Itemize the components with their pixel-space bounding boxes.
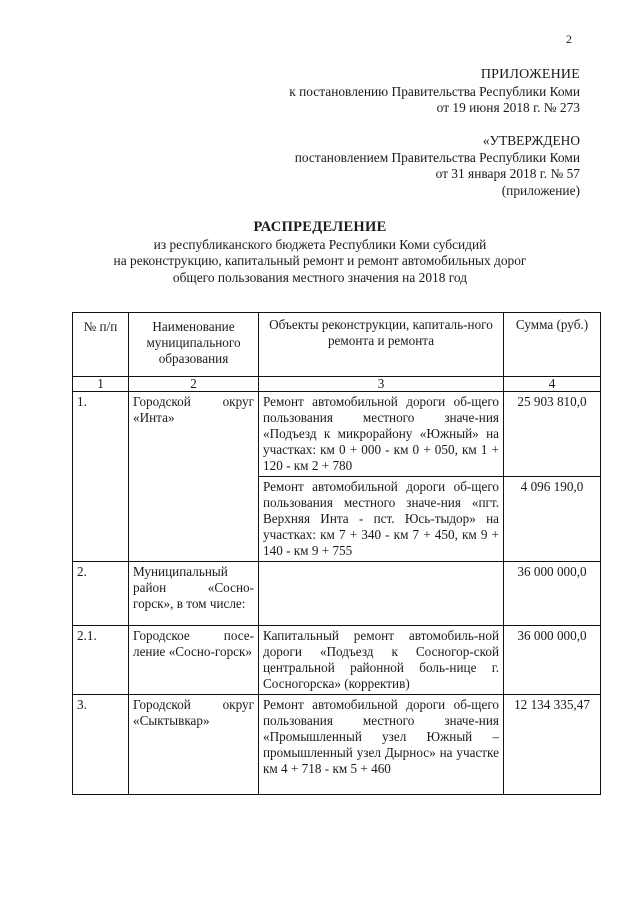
row-name: Муниципальный район «Сосно-горск», в том числе: xyxy=(129,562,259,626)
row-object: Ремонт автомобильной дороги об-щего пользования местного значе-ния «Промышленный узел Южный – промышленный узел Дырнос» на участке км 4 + 718 - км 5 + 460 xyxy=(259,695,504,795)
row-sum: 36 000 000,0 xyxy=(504,562,601,626)
row-object: Ремонт автомобильной дороги об-щего пользования местного значе-ния «Подъезд к микрорайону «Южный» на участках: км 0 + 000 - км 0 + 050, км 1 + 120 - км 2 + 780 xyxy=(259,392,504,477)
row-object: Ремонт автомобильной дороги об-щего пользования местного значе-ния «пгт. Верхняя Инта - пст. Юсь-тыдор» на участках: км 7 + 340 - км 7 + 450, км 9 + 140 - км 9 + 755 xyxy=(259,477,504,562)
row-object: Капитальный ремонт автомобиль-ной дороги «Подъезд к Сосногор-ской центральной районной боль-нице г. Сосногорска» (корректив) xyxy=(259,626,504,695)
title-line-3: общего пользования местного значения на 2018 год xyxy=(172,269,468,285)
table-row xyxy=(73,695,601,795)
distribution-table xyxy=(72,312,601,795)
row-name: Городской округ «Инта» xyxy=(129,392,259,562)
page-number: 2 xyxy=(566,32,572,46)
title-main: РАСПРЕДЕЛЕНИЕ xyxy=(253,219,387,235)
title-line-2: на реконструкцию, капитальный ремонт и ремонт автомобильных дорог xyxy=(113,253,527,268)
row-num: 1. xyxy=(73,392,129,562)
index-cell: 4 xyxy=(504,377,601,392)
row-sum: 36 000 000,0 xyxy=(504,626,601,695)
approved-line-2: от 31 января 2018 г. № 57 xyxy=(435,166,580,181)
row-sum: 12 134 335,47 xyxy=(504,695,601,795)
appendix-line-1: к постановлению Правительства Республики Коми xyxy=(289,83,580,99)
table-index-row xyxy=(73,377,601,392)
table-row xyxy=(73,392,601,477)
index-cell: 1 xyxy=(73,377,129,392)
row-num: 2. xyxy=(73,562,129,626)
header-num: № п/п xyxy=(73,313,129,377)
header-name: Наименование муниципального образования xyxy=(129,313,259,377)
table-row xyxy=(73,626,601,695)
appendix-line-2: от 19 июня 2018 г. № 273 xyxy=(436,100,580,115)
row-sum: 4 096 190,0 xyxy=(504,477,601,562)
table-header-row xyxy=(73,313,601,377)
row-name: Городской округ «Сыктывкар» xyxy=(129,695,259,795)
index-cell: 3 xyxy=(259,377,504,392)
appendix-block xyxy=(289,67,580,117)
approved-block xyxy=(295,133,580,199)
table-row xyxy=(73,562,601,626)
document-title xyxy=(60,219,580,286)
row-object xyxy=(259,562,504,626)
header-objects: Объекты реконструкции, капиталь-ного ремонта и ремонта xyxy=(259,313,504,377)
row-num: 2.1. xyxy=(73,626,129,695)
row-sum: 25 903 810,0 xyxy=(504,392,601,477)
row-name: Городское посе-ление «Сосно-горск» xyxy=(129,626,259,695)
index-cell: 2 xyxy=(129,377,259,392)
title-line-1: из республиканского бюджета Республики Коми субсидий xyxy=(153,236,487,252)
row-num: 3. xyxy=(73,695,129,795)
appendix-heading: ПРИЛОЖЕНИЕ xyxy=(480,67,580,82)
header-sum: Сумма (руб.) xyxy=(504,313,601,377)
approved-line-3: (приложение) xyxy=(501,182,580,198)
approved-line-1: постановлением Правительства Республики Коми xyxy=(294,149,580,165)
approved-heading: «УТВЕРЖДЕНО xyxy=(482,133,580,148)
